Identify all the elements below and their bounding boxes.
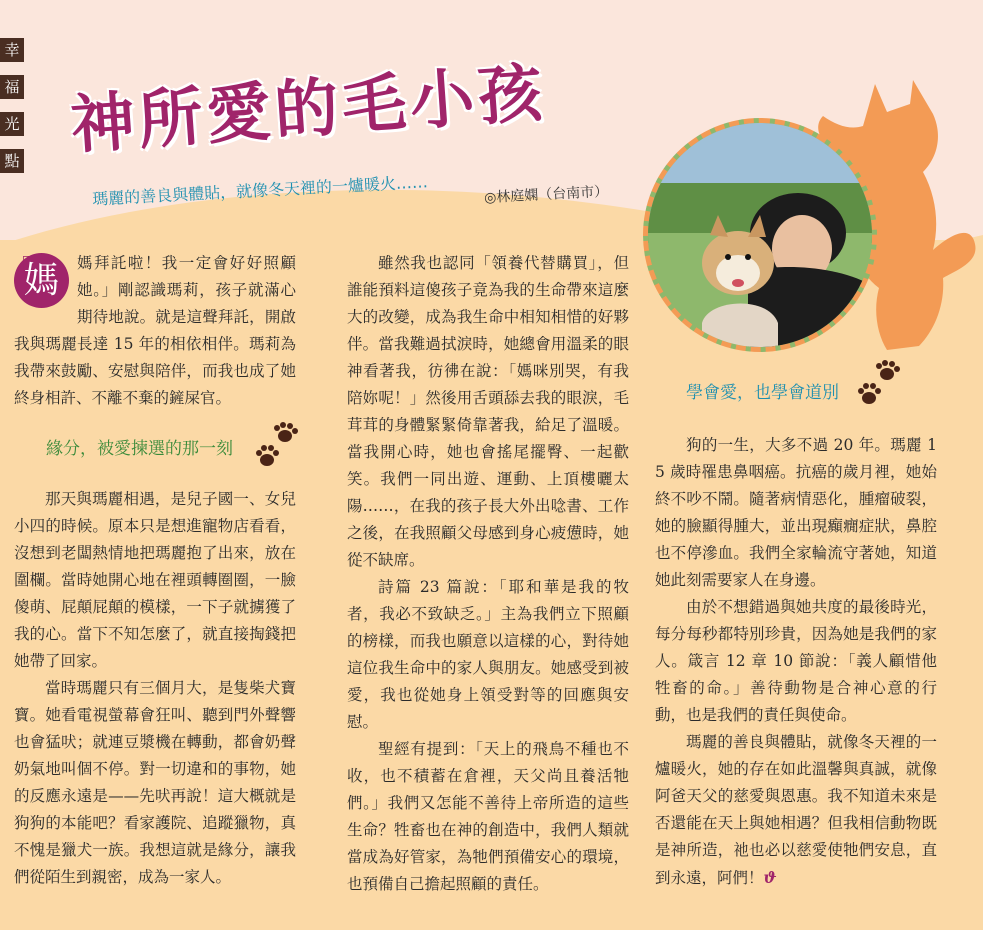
photo-illustration xyxy=(648,123,877,352)
paragraph-text: 瑪麗的善良與體貼，就像冬天裡的一爐暖火，她的存在如此溫馨與真誠，就像阿爸天父的慈愛與恩惠。我不知道未來是否還能在天上與她相遇？但我相信動物既是神所造，祂也必以慈愛使牠們安息，直到永遠，阿們！ xyxy=(655,733,937,887)
paragraph: 雖然我也認同「領養代替購買」，但誰能預料這傻孩子竟為我的生命帶來這麼大的改變，成為我生命中相知相惜的好夥伴。當我難過拭淚時，她總會用溫柔的眼神看著我，彷彿在說：「媽咪別哭，有我陪妳呢！」然後用舌頭舔去我的眼淚，毛茸茸的身體緊緊倚靠著我，給足了溫暖。當我開心時，她也會搖尾擺臀、一起歡笑。我們一同出遊、運動、上頂樓曬太陽……，在我的孩子長大外出唸書、工作之後，在我照顧父母感到身心疲憊時，她從不缺席。 xyxy=(347,254,629,569)
paragraph: 當時瑪麗只有三個月大，是隻柴犬寶寶。她看電視螢幕會狂叫、聽到門外聲響也會猛吠；就連豆漿機在轉動，都會奶聲奶氣地叫個不停。對一切違和的事物，她的反應永遠是——先吠再說！這大概就是狗狗的本能吧？看家護院、追蹤獵物，真不愧是獵犬一族。我想這就是緣分，讓我們從陌生到親密，成為一家人。 xyxy=(14,679,296,886)
article-subtitle: 瑪麗的善良與體貼，就像冬天裡的一爐暖火…… xyxy=(91,172,429,209)
dropcap-quote: 「 xyxy=(10,254,30,278)
column-label-char: 福 xyxy=(0,75,24,99)
column-label-char: 點 xyxy=(0,149,24,173)
column-1 xyxy=(10,250,296,891)
dropcap-char: 媽 xyxy=(23,260,60,301)
paragraph: 由於不想錯過與她共度的最後時光，每分每秒都特別珍貴，因為她是我們的家人。箴言 12 章 10 節說：「義人顧惜他牲畜的命。」善待動物是合神心意的行動，也是我們的責任與使命。 xyxy=(655,598,937,724)
section-heading xyxy=(14,424,296,478)
column-label-char: 幸 xyxy=(0,38,24,62)
paragraph: 媽拜託啦！我一定會好好照顧她。」剛認識瑪莉，孩子就滿心期待地說。就是這聲拜託，開啟我與瑪麗長達 15 年的相依相伴。瑪莉為我帶來鼓勵、安慰與陪伴，而我也成了她終身相許、不離不棄的鏟屎官。 xyxy=(14,254,296,407)
paragraph: 詩篇 23 篇說：「耶和華是我的牧者，我必不致缺乏。」主為我們立下照顧的榜樣，而我也願意以這樣的心，對待她這位我生命中的家人與朋友。她感受到被愛，我也從她身上領受對等的回應與安慰。 xyxy=(347,578,629,731)
section-heading-text: 緣分，被愛揀選的那一刻 xyxy=(46,439,233,459)
paw-icon xyxy=(856,360,904,410)
paw-icon xyxy=(254,422,302,472)
end-mark-icon: ϑ xyxy=(763,868,777,887)
section-heading-text: 學會愛，也學會道別 xyxy=(686,383,839,403)
column-label-char: 光 xyxy=(0,112,24,136)
author-credit: ◎林庭嫻（台南市） xyxy=(483,183,609,207)
paragraph: 聖經有提到：「天上的飛鳥不種也不收，也不積蓄在倉裡，天父尚且養活牠們。」我們又怎能不善待上帝所造的這些生命？牲畜也在神的創造中，我們人類就當成為好管家，為牠們預備安心的環境，也預備自己擔起照顧的責任。 xyxy=(347,740,629,893)
dropcap xyxy=(10,253,69,308)
paragraph: 狗的一生，大多不過 20 年。瑪麗 15 歲時罹患鼻咽癌。抗癌的歲月裡，她始終不吵不鬧。隨著病情惡化，腫瘤破裂，她的臉顯得腫大，並出現癲癇症狀，鼻腔也不停滲血。我們全家輪流守著她，知道她此刻需要家人在身邊。 xyxy=(655,436,937,589)
section-heading xyxy=(686,366,926,426)
column-3 xyxy=(655,432,937,892)
paragraph xyxy=(655,729,937,892)
column-2 xyxy=(347,250,629,898)
dog-photo xyxy=(643,118,877,352)
paragraph: 那天與瑪麗相遇，是兒子國一、女兒小四的時候。原本只是想進寵物店看看，沒想到老闆熱情地把瑪麗抱了出來，放在圍欄。當時她開心地在裡頭轉圈圈，一臉傻萌、屁顛屁顛的模樣，一下子就擄獲了我的心。當下不知怎麼了，就直接掏錢把她帶了回家。 xyxy=(14,490,296,670)
article-title: 神所愛的毛小孩 xyxy=(68,55,549,164)
column-label xyxy=(0,38,24,186)
